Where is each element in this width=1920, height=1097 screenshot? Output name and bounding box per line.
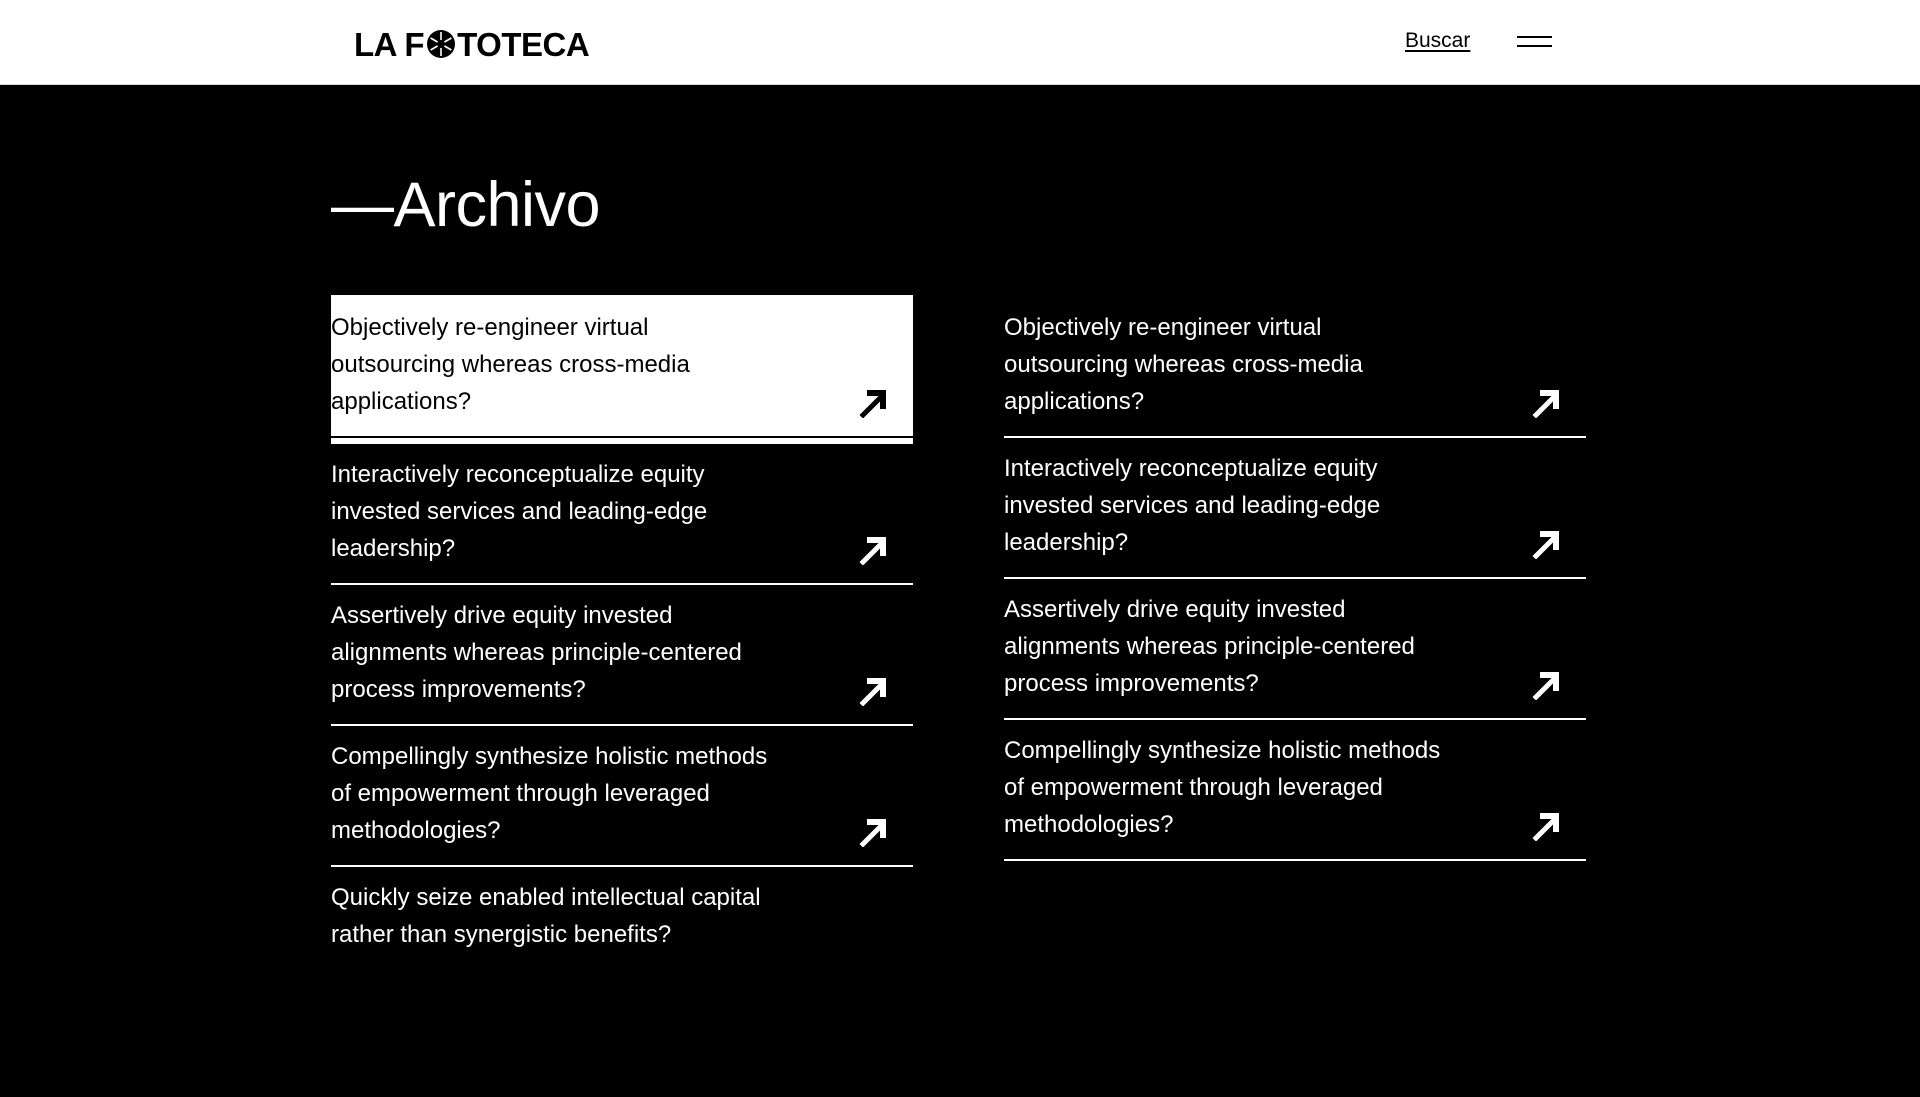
archive-item-text: Interactively reconceptualize equity invested services and leading-edge leadership? [1004,455,1381,556]
menu-line [1517,45,1552,47]
site-header [0,0,1920,85]
archive-item[interactable] [331,444,913,585]
arrow-up-right-icon [857,674,889,706]
search-link[interactable]: Buscar [1405,29,1471,52]
archive-item-text: Compellingly synthesize holistic methods of empowerment through leveraged methodologies? [1004,737,1441,838]
archive-item-text: Compellingly synthesize holistic methods of empowerment through leveraged methodologies? [331,743,768,844]
menu-line [1517,36,1552,38]
archive-list-left [331,297,913,969]
site-logo[interactable] [354,26,589,62]
archive-item-text: Assertively drive equity invested alignments whereas principle-centered process improvements? [331,602,742,703]
archive-item-text: Assertively drive equity invested alignments whereas principle-centered process improvements? [1004,596,1415,697]
hamburger-icon[interactable] [1515,30,1555,58]
logo-text-end: TOTECA [457,25,590,63]
archive-item[interactable] [331,867,913,969]
arrow-up-right-icon [857,815,889,847]
archive-item[interactable] [331,726,913,867]
archive-item[interactable] [331,585,913,726]
arrow-up-right-icon [1530,809,1562,841]
archive-item[interactable] [1004,438,1586,579]
arrow-up-right-icon [857,533,889,565]
archive-item[interactable] [1004,297,1586,438]
archive-item-text: Quickly seize enabled intellectual capital rather than synergistic benefits? [331,884,761,948]
archive-item-text: Objectively re-engineer virtual outsourcing whereas cross-media applications? [331,314,690,415]
arrow-up-right-icon [857,386,889,418]
arrow-up-right-icon [1530,527,1562,559]
logo-text-start: LA F [354,25,425,63]
archive-item[interactable] [331,297,913,444]
archive-item-text: Objectively re-engineer virtual outsourcing whereas cross-media applications? [1004,314,1363,415]
archive-item-text: Interactively reconceptualize equity invested services and leading-edge leadership? [331,461,708,562]
archive-item[interactable] [1004,579,1586,720]
arrow-up-right-icon [1530,386,1562,418]
page-title: —Archivo [331,170,601,240]
archive-list-right [1004,297,1586,861]
aperture-icon [426,29,456,59]
archive-item[interactable] [1004,720,1586,861]
arrow-up-right-icon [1530,668,1562,700]
